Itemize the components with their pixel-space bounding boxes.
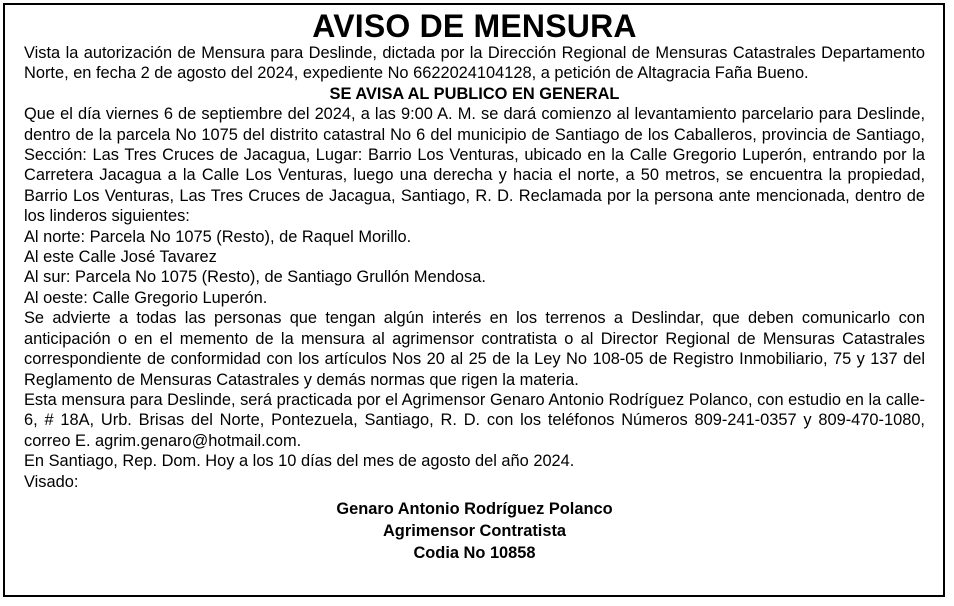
signature-codia: Codia No 10858 (413, 543, 536, 562)
intro-paragraph: Vista la autorización de Mensura para Deslinde, dictada por la Dirección Regional de Mensuras Catastrales Departamento Norte, en fecha 2 de agosto del 2024, expediente No 6622024104128, a petición de Altagracia Faña Bueno. (24, 44, 925, 83)
signature-role: Agrimensor Contratista (382, 521, 567, 540)
advisory-paragraph: Se advierte a todas las personas que tengan algún interés en los terrenos a Deslindar, que deben comunicarlo con anticipación o en el memento de la mensura al agrimensor contratista o al Director Regional de Mensuras Catastrales correspondiente de conformidad con los artículos Nos 20 al 25 de la Ley No 108-05 de Registro Inmobiliario, 75 y 137 del Reglamento de Mensuras Catastrales y demás normas que rigen la materia. (24, 309, 925, 389)
public-notice-heading: SE AVISA AL PUBLICO EN GENERAL (329, 84, 620, 103)
legal-notice (3, 3, 945, 597)
date-line: En Santiago, Rep. Dom. Hoy a los 10 días del mes de agosto del año 2024. (24, 452, 575, 471)
main-paragraph: Que el día viernes 6 de septiembre del 2024, a las 9:00 A. M. se dará comienzo al levantamiento parcelario para Deslinde, dentro de la parcela No 1075 del distrito catastral No 6 del municipio de Santiago de los Caballeros, provincia de Santiago, Sección: Las Tres Cruces de Jacagua, Lugar: Barrio Los Venturas, ubicado en la Calle Gregorio Luperón, entrando por la Carretera Jacagua a la Calle Los Venturas, luego una derecha y hacia el norte, a 50 metros, se encuentra la propiedad, Barrio Los Venturas, Las Tres Cruces de Jacagua, Santiago, R. D. Reclamada por la persona ante mencionada, dentro de los linderos siguientes: (24, 105, 925, 226)
boundaries-list (24, 227, 925, 309)
notice-title: AVISO DE MENSURA (312, 8, 637, 44)
visado-label: Visado: (24, 472, 79, 491)
signature-block (24, 498, 925, 564)
boundary-east: Al este Calle José Tavarez (24, 248, 217, 267)
signature-name: Genaro Antonio Rodríguez Polanco (336, 499, 613, 518)
boundary-north: Al norte: Parcela No 1075 (Resto), de Raquel Morillo. (24, 227, 412, 246)
surveyor-paragraph: Esta mensura para Deslinde, será practicada por el Agrimensor Genaro Antonio Rodríguez Polanco, con estudio en la calle-6, # 18A, Urb. Brisas del Norte, Pontezuela, Santiago, R. D. con los teléfonos Números 809-241-0357 y 809-470-1080, correo E. agrim.genaro@hotmail.com. (24, 390, 925, 450)
boundary-west: Al oeste: Calle Gregorio Luperón. (24, 288, 268, 307)
boundary-south: Al sur: Parcela No 1075 (Resto), de Santiago Grullón Mendosa. (24, 268, 486, 287)
